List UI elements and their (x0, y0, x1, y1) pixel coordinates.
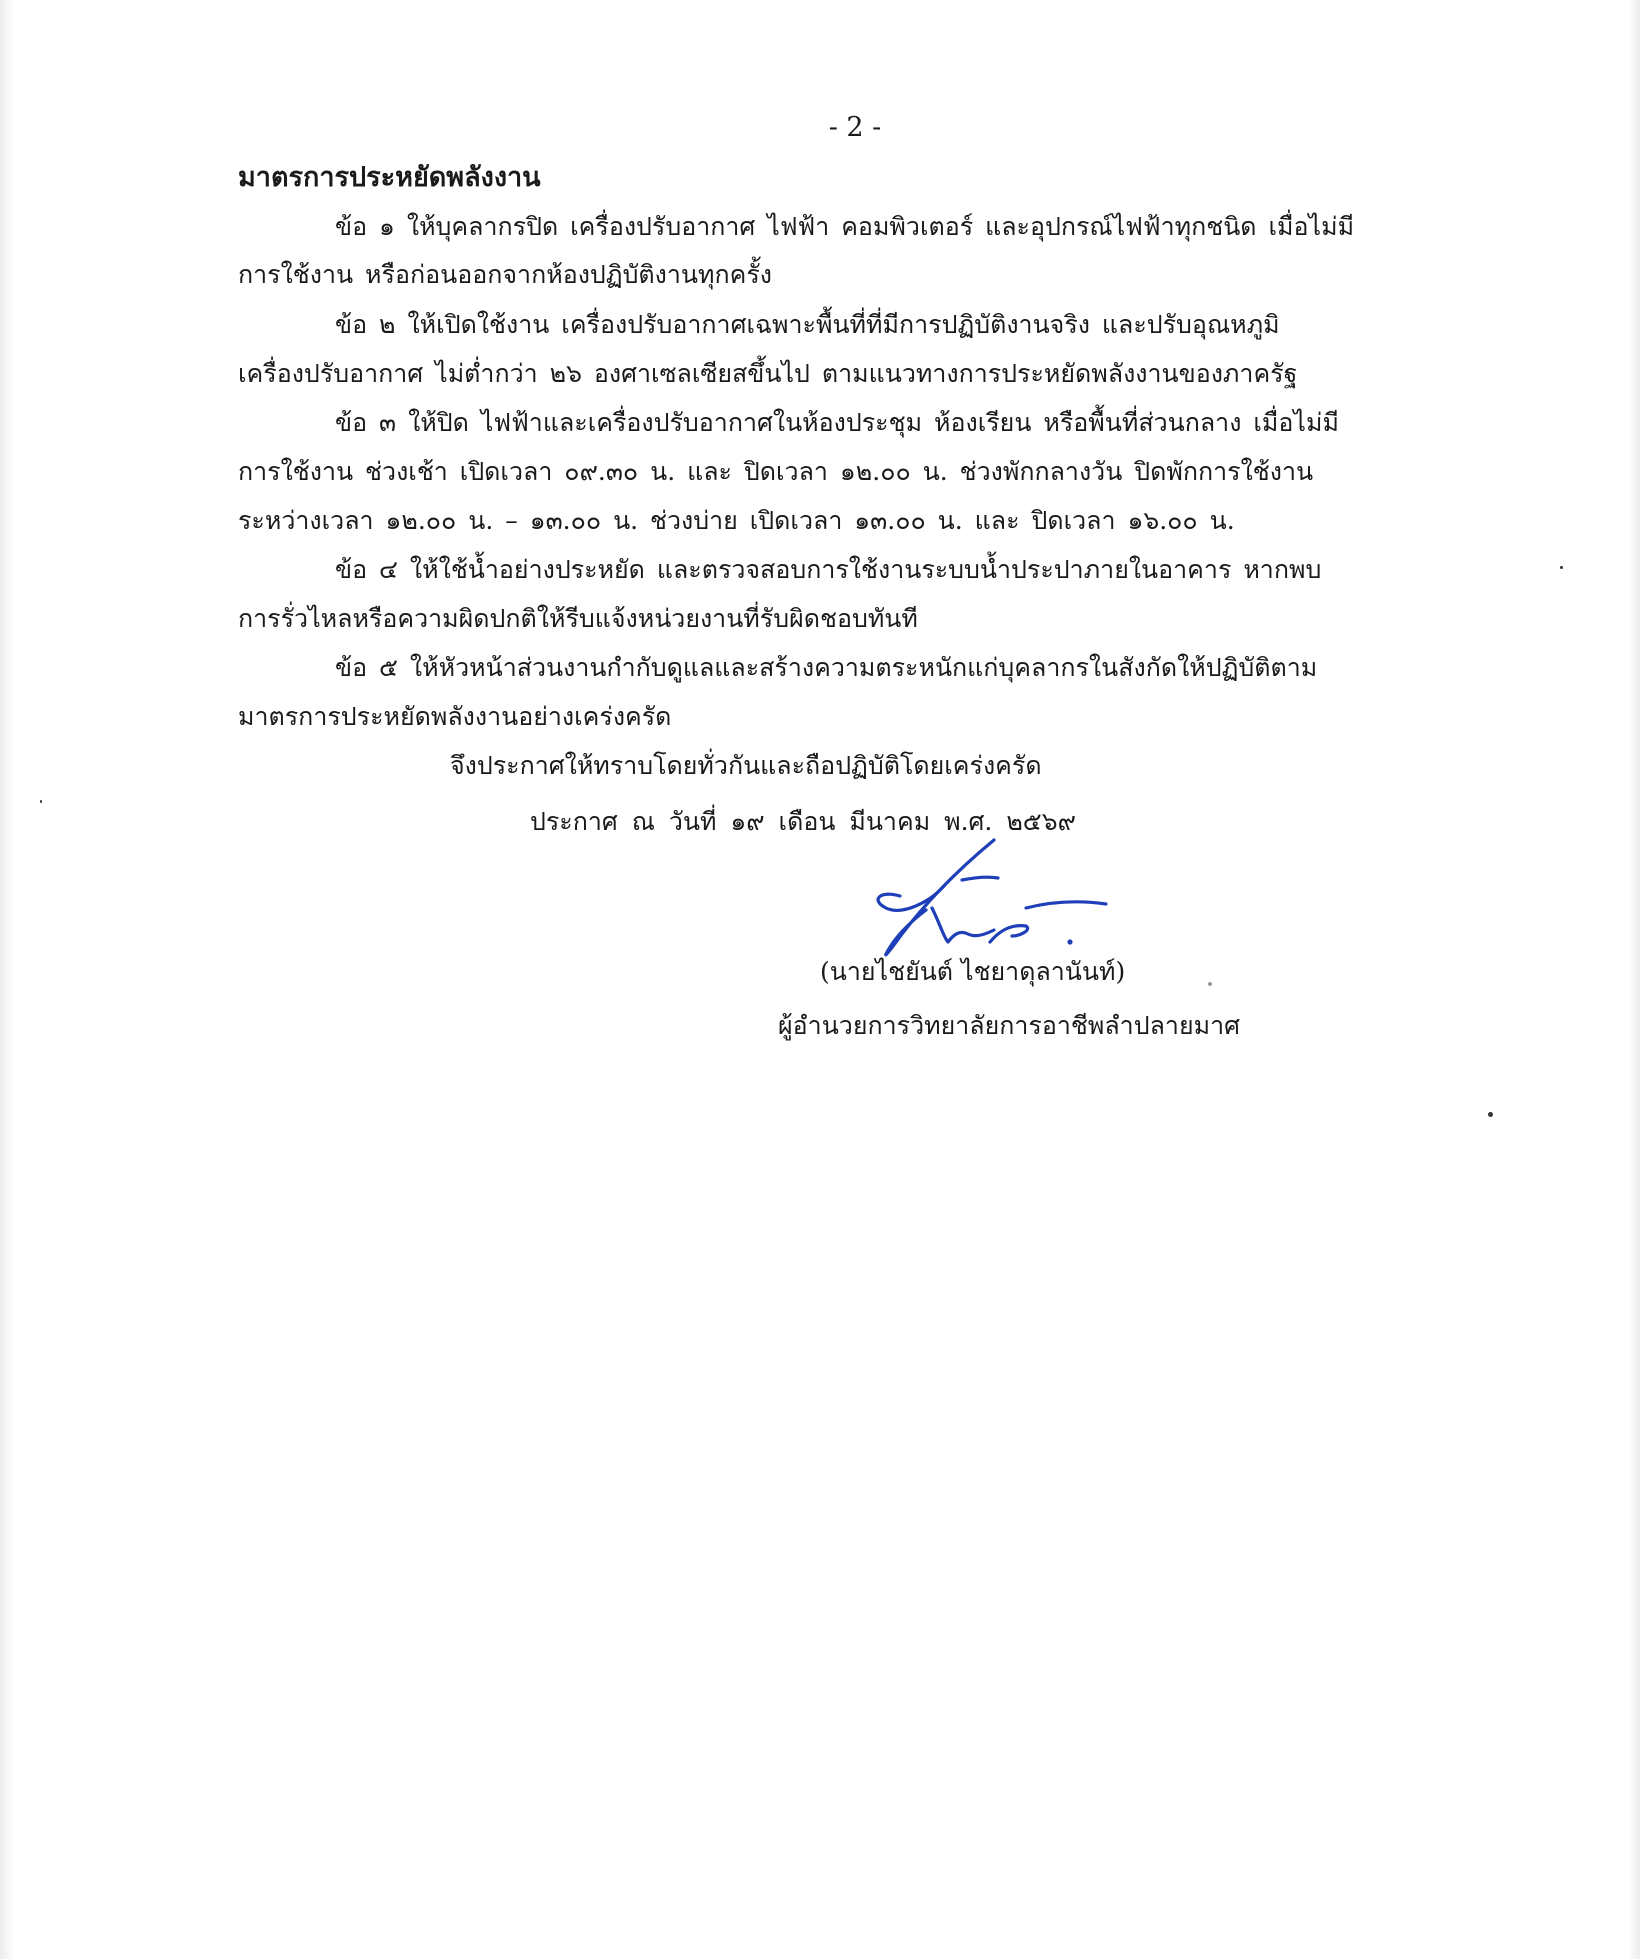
signer-name: (นายไชยันต์ ไชยาดุลานันท์) (820, 957, 1126, 986)
announcement-date: ประกาศ ณ วันที่ ๑๙ เดือน มีนาคม พ.ศ. ๒๕๖๙ (530, 807, 1076, 836)
scan-speck (40, 800, 42, 803)
page-number: - 2 - (828, 112, 882, 143)
clause-1-line-2: การใช้งาน หรือก่อนออกจากห้องปฏิบัติงานทุกครั้ง (238, 260, 772, 289)
page-edge-shadow-right (1628, 0, 1640, 1959)
clause-2-line-2: เครื่องปรับอากาศ ไม่ต่ำกว่า ๒๖ องศาเซลเซียสขึ้นไป ตามแนวทางการประหยัดพลังงานของภาครัฐ (238, 359, 1298, 388)
clause-5-line-2: มาตรการประหยัดพลังงานอย่างเคร่งครัด (238, 702, 672, 731)
signer-title: ผู้อำนวยการวิทยาลัยการอาชีพลำปลายมาศ (778, 1011, 1240, 1040)
clause-3-line-3: ระหว่างเวลา ๑๒.๐๐ น. – ๑๓.๐๐ น. ช่วงบ่าย เปิดเวลา ๑๓.๐๐ น. และ ปิดเวลา ๑๖.๐๐ น. (238, 506, 1235, 535)
clause-3-line-1: ข้อ ๓ ให้ปิด ไฟฟ้าและเครื่องปรับอากาศในห้องประชุม ห้องเรียน หรือพื้นที่ส่วนกลาง เมื่อไม่มี (335, 408, 1339, 437)
scan-speck (1208, 982, 1212, 986)
section-heading: มาตรการประหยัดพลังงาน (238, 162, 541, 193)
closing-statement: จึงประกาศให้ทราบโดยทั่วกันและถือปฏิบัติโดยเคร่งครัด (450, 751, 1042, 780)
clause-5-line-1: ข้อ ๕ ให้หัวหน้าส่วนงานกำกับดูแลและสร้างความตระหนักแก่บุคลากรในสังกัดให้ปฏิบัติตาม (335, 653, 1318, 682)
clause-3-line-2: การใช้งาน ช่วงเช้า เปิดเวลา ๐๙.๓๐ น. และ ปิดเวลา ๑๒.๐๐ น. ช่วงพักกลางวัน ปิดพักการใช้งาน (238, 457, 1314, 486)
clause-1-line-1: ข้อ ๑ ให้บุคลากรปิด เครื่องปรับอากาศ ไฟฟ้า คอมพิวเตอร์ และอุปกรณ์ไฟฟ้าทุกชนิด เมื่อไม่มี (335, 212, 1355, 241)
scan-speck (1488, 1112, 1493, 1117)
clause-4-line-2: การรั่วไหลหรือความผิดปกติให้รีบแจ้งหน่วยงานที่รับผิดชอบทันที (238, 604, 918, 633)
page-edge-shadow-left (0, 0, 14, 1959)
scan-speck (1560, 566, 1563, 569)
handwritten-signature (840, 838, 1130, 968)
clause-2-line-1: ข้อ ๒ ให้เปิดใช้งาน เครื่องปรับอากาศเฉพาะพื้นที่ที่มีการปฏิบัติงานจริง และปรับอุณหภูมิ (335, 310, 1280, 339)
clause-4-line-1: ข้อ ๔ ให้ใช้น้ำอย่างประหยัด และตรวจสอบการใช้งานระบบน้ำประปาภายในอาคาร หากพบ (335, 555, 1322, 584)
